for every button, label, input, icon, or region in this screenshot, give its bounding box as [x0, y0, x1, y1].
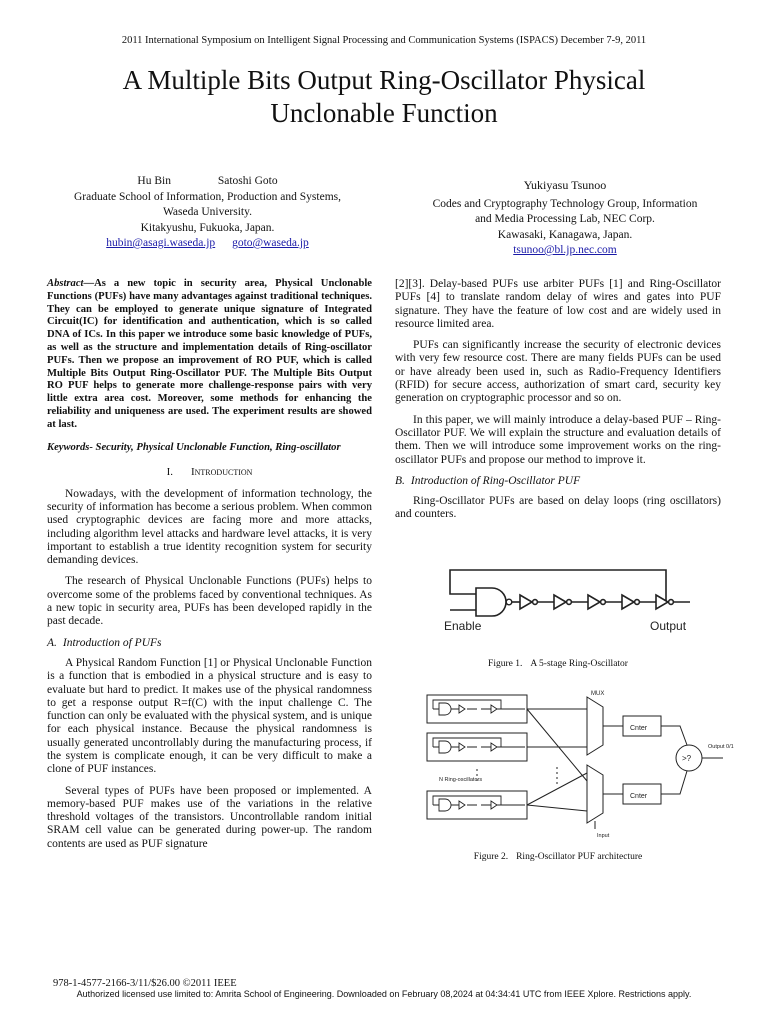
figure-1-ring-oscillator [440, 568, 700, 638]
inverter-bubble [533, 600, 538, 605]
counter-bottom-label: Cnter [630, 793, 648, 800]
keywords: Keywords- Security, Physical Unclonable Function, Ring-oscillator [47, 441, 341, 453]
paragraph: Several types of PUFs have been proposed or implemented. A memory-based PUF makes use of the variations in the relative threshold voltages of the transistors. Uncontrollable random initial SRAM cell value can be generated during power-up. The random contents are used as PUF signature [47, 784, 372, 850]
inverter-icon [554, 595, 566, 609]
title-line-1: A Multiple Bits Output Ring-Oscillator Physical [122, 65, 646, 95]
section-number: I. [166, 466, 173, 479]
enable-label: Enable [444, 619, 482, 633]
affiliation-line: Graduate School of Information, Production and Systems, [73, 190, 341, 203]
author-block-right [395, 178, 735, 259]
n-ring-oscillators-label: N Ring-oscillators [439, 777, 483, 783]
paragraph: [2][3]. Delay-based PUFs use arbiter PUFs [1] and Ring-Oscillator PUFs [4] to translate random delay of wires and gates into PUF signature. They have the feature of low cost and are widely used in resource limited area. [395, 278, 721, 330]
inverter-icon [588, 595, 600, 609]
author-name-satoshi-goto: Satoshi Goto [217, 175, 278, 187]
affiliation-line: Codes and Cryptography Technology Group, Information [432, 197, 698, 210]
figure-2-ro-puf-architecture [425, 689, 734, 839]
paragraph: Nowadays, with the development of information technology, the security of information has become a serious problem. When common used cryptographic devices are facing more and more attacks, including algorithm level attacks and hardware level attacks, it is very important to establish a true identity recognition system for security demanding devices. [47, 487, 372, 567]
author-name-yukiyasu-tsunoo: Yukiyasu Tsunoo [523, 178, 607, 192]
caption-number: Figure 1. [488, 659, 523, 669]
paragraph: PUFs can significantly increase the security of electronic devices with very few resource cost. There are many fields PUFs can be used or have already been used in, such as Radio-Frequency Identifiers (RFID) for secure access, authorization of smart card, security key generation on cryptographic processor and so on. [395, 339, 721, 405]
subsection-heading-b [395, 475, 721, 488]
author-names [40, 174, 375, 190]
inverter-bubble [601, 600, 606, 605]
email-link-tsunoo[interactable]: tsunoo@bl.jp.nec.com [513, 244, 617, 256]
abstract-text: —As a new topic in security area, Physical Unclonable Functions (PUFs) have many advantages against traditional techniques. They can be employed to generate unique signature of Integrated Circuit(IC) for identification and authentication, which is so called DNA of ICs. In this paper we introduce some basic knowledge of PUFs, as well as the structure and implementation details of Ring-oscillator PUFs. Then we propose an improvement of RO PUF, which is called Multiple Bits Output Ring-Oscillator PUF. The Multiple Bits Output RO PUF helps to generate more challenge-response pairs with very little extra area cost. Moreover, some methods for enhancing the reliability and uniqueness are used. The experiment results are showed at last. [47, 278, 372, 430]
oscillator-boxes [427, 695, 527, 819]
abstract-label: Abstract [47, 278, 84, 289]
caption-number: Figure 2. [473, 852, 509, 862]
subsection-label: A. [47, 636, 57, 649]
right-column [395, 278, 721, 530]
mini-oscillators [433, 700, 525, 811]
paper-title [40, 64, 728, 130]
nand-bubble [506, 599, 512, 605]
output-label: Output [650, 619, 687, 633]
comparator-label: >? [682, 754, 692, 763]
subsection-title: Introduction of PUFs [62, 636, 162, 649]
email-link-hubin[interactable]: hubin@asagi.waseda.jp [106, 237, 216, 249]
title-line-2: Unclonable Function [270, 98, 498, 128]
figure-1-caption [395, 659, 721, 669]
left-column [47, 278, 372, 859]
author-name-hu-bin: Hu Bin [137, 175, 171, 187]
subsection-label: B. [395, 474, 405, 487]
multiplexers [477, 697, 723, 829]
figure-2-caption [395, 852, 721, 862]
subsection-heading-a [47, 637, 372, 650]
section-heading-introduction [47, 466, 372, 479]
mux-label: MUX [591, 691, 605, 697]
paragraph: In this paper, we will mainly introduce a delay-based PUF – Ring-Oscillator PUF. We will explain the structure and evaluation details of them. Then we will introduce some improvement works on the ring-oscillator PUFs and propose our method to improve it. [395, 413, 721, 466]
subsection-title: Introduction of Ring-Oscillator PUF [410, 474, 581, 487]
inverter-bubble [635, 600, 640, 605]
inverter-icon [520, 595, 532, 609]
mux-top [587, 697, 603, 755]
inverter-bubble [567, 600, 572, 605]
inverter-icon [622, 595, 634, 609]
paragraph: The research of Physical Unclonable Functions (PUFs) helps to overcome some of the problems faced by conventional techniques. As a new topic in security area, PUFs has been developed rapidly in the past decade. [47, 575, 372, 628]
paragraph: Ring-Oscillator PUFs are based on delay loops (ring oscillators) and counters. [395, 495, 721, 521]
caption-text: A 5-stage Ring-Oscillator [530, 659, 628, 669]
paragraph: A Physical Random Function [1] or Physical Unclonable Function is a function that is embodied in a physical structure and is easy to evaluate but hard to predict. It makes use of the physical randomness to get a response output R=f(C) with the input challenge C. The function can only be evaluated with the physical system, and is unique for each physical instance. Because the physical randomness is usually generated uncontrollably during the manufacturing process, if the system is complicate enough, it can be very difficult to make a clone of PUF instances. [47, 656, 372, 776]
output-bit-label: Output 0/1 [708, 744, 734, 750]
caption-text: Ring-Oscillator PUF architecture [516, 852, 643, 862]
section-title: Introduction [190, 466, 253, 479]
counter-top-label: Cnter [630, 725, 648, 732]
affiliation-line: Kawasaki, Kanagawa, Japan. [497, 228, 633, 241]
inverter-bubble [669, 600, 674, 605]
affiliation-line: Waseda University. [162, 206, 253, 218]
license-footer: Authorized licensed use limited to: Amrita School of Engineering. Downloaded on February 08,2024 at 04:34:41 UTC from IEEE Xplore. Restrictions apply. [76, 989, 692, 999]
mux-bottom [587, 765, 603, 823]
abstract [47, 278, 372, 432]
author-emails [40, 236, 375, 252]
email-link-goto[interactable]: goto@waseda.jp [232, 237, 309, 249]
affiliation-line: and Media Processing Lab, NEC Corp. [475, 213, 655, 225]
isbn-footer: 978-1-4577-2166-3/11/$26.00 ©2011 IEEE [53, 978, 237, 989]
conference-header: 2011 International Symposium on Intelligent Signal Processing and Communication Systems (ISPACS) December 7-9, 2011 [121, 35, 647, 46]
nand-gate [476, 588, 506, 616]
input-label: Input [597, 833, 610, 839]
affiliation-line: Kitakyushu, Fukuoka, Japan. [140, 221, 275, 234]
author-block-left [40, 174, 375, 252]
